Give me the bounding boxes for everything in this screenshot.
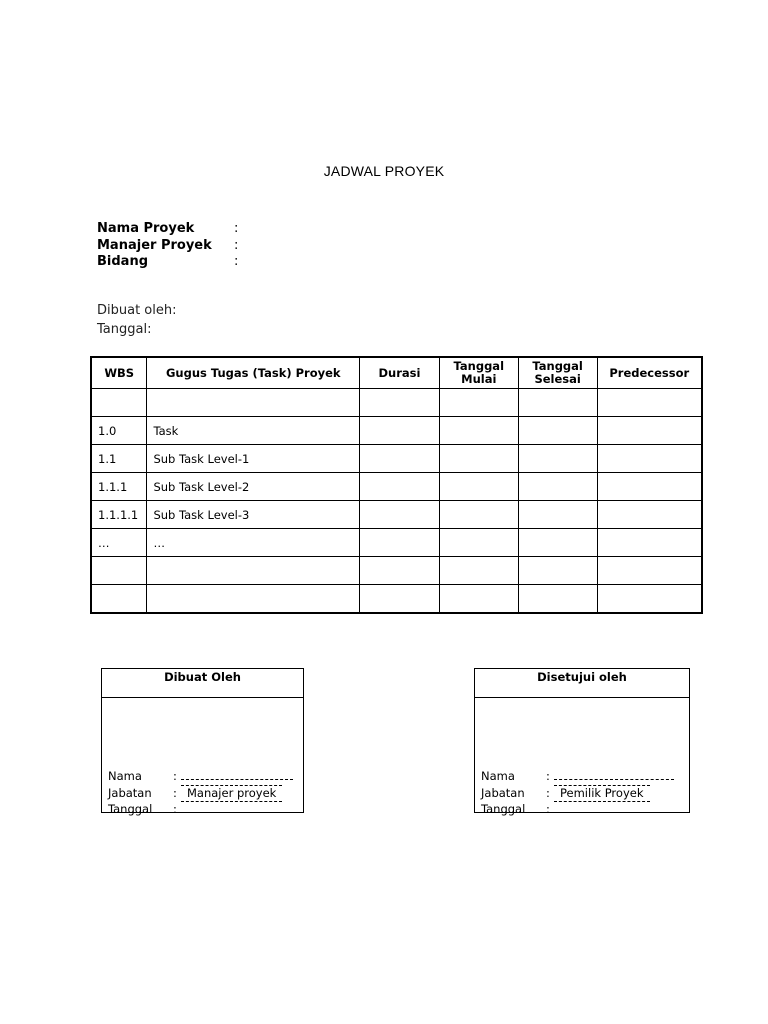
signature-row-tanggal bbox=[108, 802, 293, 818]
field-colon: : bbox=[173, 802, 177, 816]
signature-row-nama bbox=[481, 767, 674, 785]
table-cell bbox=[597, 585, 702, 614]
page-title: JADWAL PROYEK bbox=[323, 163, 445, 179]
jabatan-value: Pemilik Proyek bbox=[554, 785, 650, 803]
field-colon: : bbox=[546, 769, 550, 783]
column-header-wbs: WBS bbox=[91, 357, 147, 389]
field-colon: : bbox=[173, 785, 177, 800]
field-label: Jabatan bbox=[481, 785, 525, 800]
table-cell bbox=[147, 585, 360, 614]
signature-row-tanggal bbox=[481, 802, 674, 818]
table-row bbox=[91, 585, 702, 614]
signature-box-disetujui bbox=[474, 668, 690, 816]
table-cell bbox=[360, 557, 440, 585]
table-cell bbox=[597, 389, 702, 417]
column-header-tanggal-selesai: Tanggal Selesai bbox=[518, 357, 597, 389]
table-cell bbox=[360, 585, 440, 614]
info-colon: : bbox=[234, 221, 239, 236]
info-row-bidang bbox=[97, 254, 238, 271]
table-row bbox=[91, 501, 702, 529]
table-cell bbox=[439, 473, 518, 501]
info-colon: : bbox=[234, 254, 239, 269]
signature-area bbox=[102, 698, 303, 816]
table-cell: … bbox=[91, 529, 147, 557]
table-cell bbox=[597, 557, 702, 585]
table-cell: 1.1 bbox=[91, 445, 147, 473]
column-header-predecessor: Predecessor bbox=[597, 357, 702, 389]
table-cell bbox=[518, 445, 597, 473]
field-label: Nama bbox=[108, 769, 142, 783]
table-cell: Sub Task Level-1 bbox=[147, 445, 360, 473]
table-cell bbox=[360, 445, 440, 473]
table-cell bbox=[518, 529, 597, 557]
table-cell bbox=[597, 445, 702, 473]
table-row bbox=[91, 417, 702, 445]
column-header-durasi: Durasi bbox=[360, 357, 440, 389]
table-cell bbox=[518, 389, 597, 417]
table-cell: Task bbox=[147, 417, 360, 445]
table-cell bbox=[147, 557, 360, 585]
field-colon: : bbox=[546, 802, 550, 816]
signature-row-jabatan bbox=[108, 785, 293, 803]
table-cell bbox=[360, 417, 440, 445]
field-colon: : bbox=[546, 785, 550, 800]
signature-row-jabatan bbox=[481, 785, 674, 803]
table-cell bbox=[91, 389, 147, 417]
name-line bbox=[554, 767, 674, 780]
info-row-manajer-proyek bbox=[97, 238, 238, 255]
table-row bbox=[91, 389, 702, 417]
table-cell bbox=[91, 557, 147, 585]
table-cell bbox=[360, 501, 440, 529]
table-cell bbox=[518, 473, 597, 501]
field-colon: : bbox=[173, 769, 177, 783]
info-label: Manajer Proyek bbox=[97, 237, 212, 253]
signature-area bbox=[475, 698, 689, 816]
table-cell bbox=[518, 557, 597, 585]
table-cell: Sub Task Level-2 bbox=[147, 473, 360, 501]
schedule-table bbox=[90, 356, 703, 614]
table-cell bbox=[439, 445, 518, 473]
table-header-row bbox=[91, 357, 702, 389]
signature-heading: Disetujui oleh bbox=[475, 669, 689, 698]
field-label: Nama bbox=[481, 769, 515, 783]
table-cell bbox=[518, 501, 597, 529]
table-cell: Sub Task Level-3 bbox=[147, 501, 360, 529]
project-info bbox=[97, 221, 238, 271]
signature-row-nama bbox=[108, 767, 293, 785]
table-cell bbox=[91, 585, 147, 614]
jabatan-value: Manajer proyek bbox=[181, 785, 282, 803]
info-row-nama-proyek bbox=[97, 221, 238, 238]
table-row bbox=[91, 529, 702, 557]
table-cell bbox=[518, 585, 597, 614]
table-cell: 1.1.1.1 bbox=[91, 501, 147, 529]
field-label: Tanggal bbox=[108, 802, 153, 816]
field-label: Tanggal bbox=[481, 802, 526, 816]
table-cell bbox=[439, 585, 518, 614]
table-cell bbox=[439, 417, 518, 445]
signature-heading: Dibuat Oleh bbox=[102, 669, 303, 698]
table-cell bbox=[439, 529, 518, 557]
table-cell: 1.0 bbox=[91, 417, 147, 445]
table-row bbox=[91, 445, 702, 473]
table-row bbox=[91, 473, 702, 501]
info-label: Nama Proyek bbox=[97, 221, 195, 236]
column-header-tanggal-mulai: Tanggal Mulai bbox=[439, 357, 518, 389]
table-cell bbox=[360, 529, 440, 557]
table-cell bbox=[439, 389, 518, 417]
field-label: Jabatan bbox=[108, 785, 152, 800]
table-cell: … bbox=[147, 529, 360, 557]
table-cell bbox=[597, 473, 702, 501]
table-row bbox=[91, 557, 702, 585]
date-label: Tanggal: bbox=[97, 322, 152, 337]
table-cell bbox=[439, 501, 518, 529]
name-line bbox=[181, 767, 293, 780]
table-cell bbox=[597, 417, 702, 445]
signature-box-dibuat bbox=[101, 668, 304, 816]
table-cell bbox=[518, 417, 597, 445]
info-colon: : bbox=[234, 237, 239, 253]
table-cell bbox=[597, 529, 702, 557]
table-cell bbox=[597, 501, 702, 529]
info-label: Bidang bbox=[97, 254, 149, 269]
created-by-label: Dibuat oleh: bbox=[97, 303, 177, 318]
table-cell bbox=[360, 473, 440, 501]
table-cell bbox=[439, 557, 518, 585]
table-cell bbox=[360, 389, 440, 417]
table-cell: 1.1.1 bbox=[91, 473, 147, 501]
column-header-task: Gugus Tugas (Task) Proyek bbox=[147, 357, 360, 389]
table-cell bbox=[147, 389, 360, 417]
document-meta bbox=[97, 301, 177, 339]
